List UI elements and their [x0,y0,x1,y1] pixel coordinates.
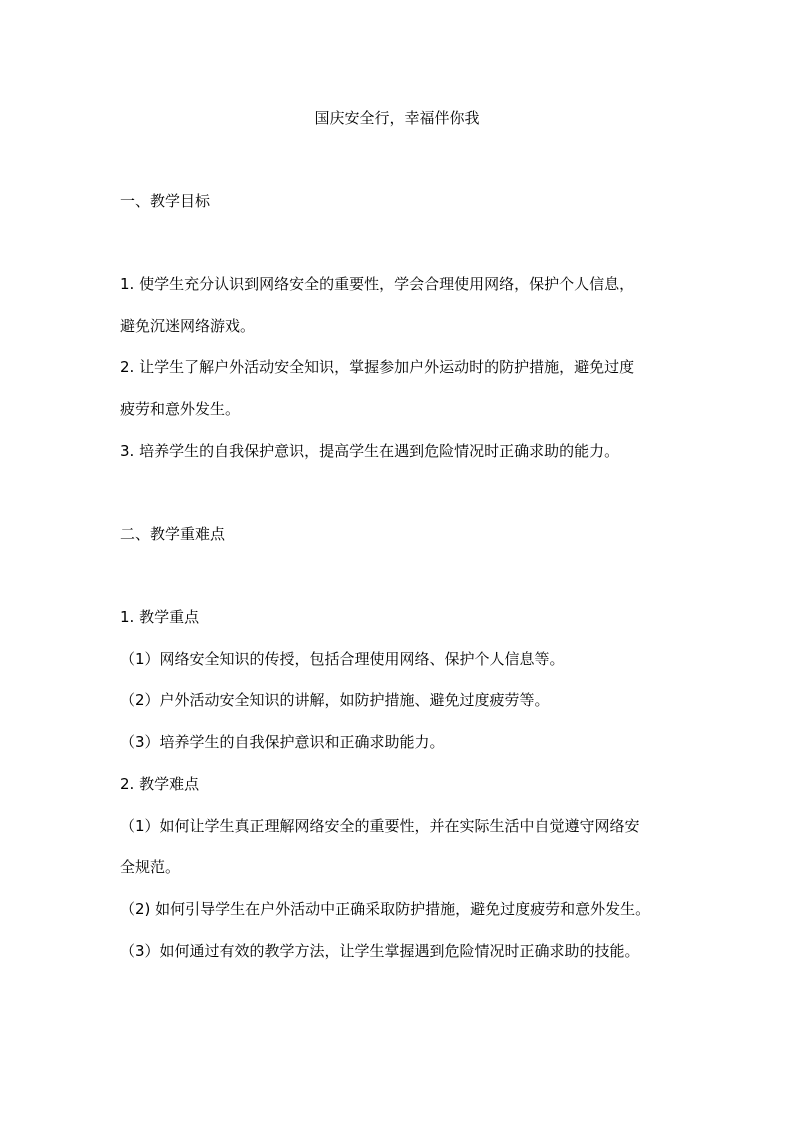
key-point-3: （3）培养学生的自我保护意识和正确求助能力。 [120,733,445,751]
objective-line-3: 2. 让学生了解户外活动安全知识，掌握参加户外运动时的防护措施，避免过度 [120,358,635,376]
difficulty-line-2: 全规范。 [120,858,181,876]
objective-line-4: 疲劳和意外发生。 [120,400,241,418]
subheading-key-points: 1. 教学重点 [120,608,200,626]
difficulty-line-3: （2) 如何引导学生在户外活动中正确采取防护措施，避免过度疲劳和意外发生。 [120,900,651,918]
difficulty-line-1: （1）如何让学生真正理解网络安全的重要性，并在实际生活中自觉遵守网络安 [120,817,640,835]
objective-line-2: 避免沉迷网络游戏。 [120,317,256,335]
page-title: 国庆安全行，幸福伴你我 [314,109,480,127]
key-point-2: （2）户外活动安全知识的讲解，如防护措施、避免过度疲劳等。 [120,691,550,709]
key-point-1: （1）网络安全知识的传授，包括合理使用网络、保护个人信息等。 [120,650,565,668]
subheading-difficulties: 2. 教学难点 [120,775,200,793]
objective-line-5: 3. 培养学生的自我保护意识，提高学生在遇到危险情况时正确求助的能力。 [120,442,620,460]
section-heading-objectives: 一、教学目标 [120,192,211,210]
section-heading-key-difficult: 二、教学重难点 [120,525,226,543]
difficulty-line-4: （3）如何通过有效的教学方法，让学生掌握遇到危险情况时正确求助的技能。 [120,942,640,960]
objective-line-1: 1. 使学生充分认识到网络安全的重要性，学会合理使用网络，保护个人信息， [120,275,635,293]
